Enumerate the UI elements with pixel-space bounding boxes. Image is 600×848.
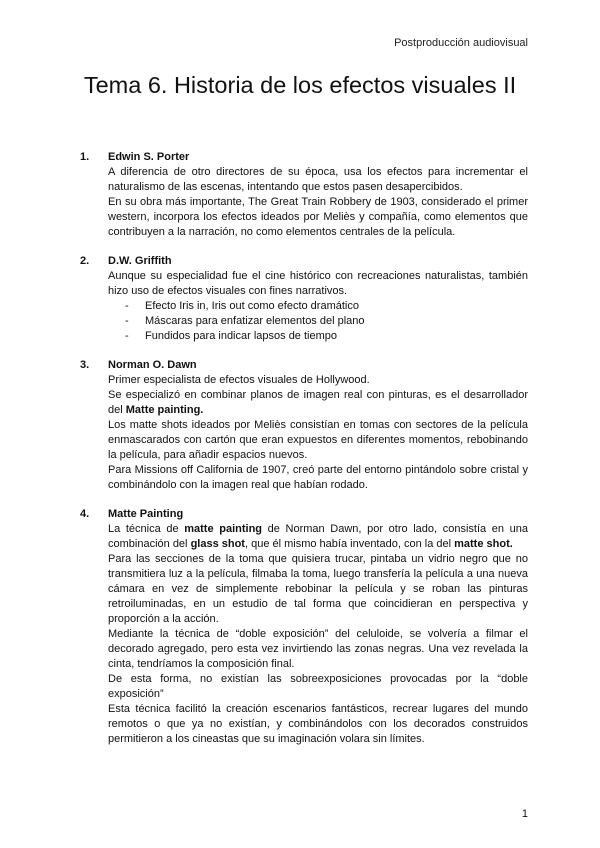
dash-bullet-icon: - <box>125 300 129 312</box>
paragraph: A diferencia de otro directores de su época, usa los efectos para incrementar el naturalismo de las escenas, intentando que estos pasen desapercibidos. <box>108 166 528 193</box>
section-title: Norman O. Dawn <box>108 359 197 371</box>
section-number: 3. <box>80 359 90 371</box>
paragraph: Los matte shots ideados por Meliès consistían en tomas con sectores de la película enmascarados con cartón que eran expuestos en diferentes momentos, rebobinando la película, para añadir espacios nuevos. <box>108 419 528 461</box>
paragraph-text: de Norman Dawn, por otro lado, consistía en una combinación del <box>108 523 529 550</box>
document-body <box>80 150 528 761</box>
page-title: Tema 6. Historia de los efectos visuales II <box>83 72 517 98</box>
paragraph <box>108 388 528 418</box>
bold-term: matte painting <box>184 523 263 535</box>
list-item-text: Máscaras para enfatizar elementos del plano <box>145 315 365 327</box>
section-matte-painting <box>80 507 528 747</box>
section-number: 4. <box>80 508 90 520</box>
paragraph <box>108 522 528 552</box>
section-heading <box>80 507 528 522</box>
section-heading <box>80 254 528 269</box>
dash-bullet-icon: - <box>125 315 129 327</box>
list-item <box>125 314 528 329</box>
paragraph: Para las secciones de la toma que quisiera trucar, pintaba un vidrio negro que no transmitiera luz a la película, filmaba la toma, luego transfería la película a una nueva cámara en vez de simplemente rebobinar la película y se roban las pinturas retroiluminadas, en un estudio de tal forma que coincidieran en perspectiva y proporción a la acción. <box>108 553 528 625</box>
section-heading <box>80 358 528 373</box>
section-norman-dawn <box>80 358 528 493</box>
section-title: Edwin S. Porter <box>108 151 190 163</box>
running-header: Postproducción audiovisual <box>394 37 528 49</box>
paragraph: Mediante la técnica de “doble exposición” del celuloide, se volvería a filmar el decorado agregado, pero esta vez invirtiendo las zonas negras. Una vez revelada la cinta, tendríamos la composición final. <box>108 628 528 670</box>
paragraph: De esta forma, no existían las sobreexposiciones provocadas por la “doble exposición” <box>108 673 528 700</box>
section-heading <box>80 150 528 165</box>
section-dw-griffith <box>80 254 528 344</box>
bold-term: matte shot. <box>454 538 513 550</box>
bold-term: Matte painting. <box>125 404 204 416</box>
list-item <box>125 329 528 344</box>
section-edwin-porter <box>80 150 528 240</box>
section-title: D.W. Griffith <box>108 255 172 267</box>
bullet-list <box>125 299 528 344</box>
list-item-text: Fundidos para indicar lapsos de tiempo <box>145 330 338 342</box>
list-item <box>125 299 528 314</box>
paragraph-text: Se especializó en combinar planos de imagen real con pinturas, es el desarrollador del <box>108 389 528 416</box>
paragraph: En su obra más importante, The Great Train Robbery de 1903, considerado el primer western, incorpora los efectos ideados por Meliès y compañía, como elementos que contribuyen a la narración, no como elementos centrales de la película. <box>108 196 528 238</box>
bold-term: glass shot <box>190 538 245 550</box>
paragraph-text: , que él mismo había inventado, con la del <box>244 538 455 550</box>
section-number: 1. <box>80 151 90 163</box>
section-number: 2. <box>80 255 90 267</box>
section-title: Matte Painting <box>108 508 184 520</box>
paragraph: Aunque su especialidad fue el cine histórico con recreaciones naturalistas, también hizo uso de efectos visuales con fines narrativos. <box>108 270 528 297</box>
page-number: 1 <box>521 808 528 820</box>
paragraph: Para Missions off California de 1907, creó parte del entorno pintándolo sobre cristal y combinándolo con la imagen real que habían rodado. <box>108 464 528 491</box>
paragraph: Esta técnica facilitó la creación escenarios fantásticos, recrear lugares del mundo remotos o que ya no existían, y combinándolos con los decorados construidos permitieron a los cineastas que su imaginación volara sin límites. <box>108 703 528 745</box>
list-item-text: Efecto Iris in, Iris out como efecto dramático <box>145 300 359 312</box>
paragraph: Primer especialista de efectos visuales de Hollywood. <box>108 374 370 386</box>
paragraph-text: La técnica de <box>108 523 185 535</box>
dash-bullet-icon: - <box>125 330 129 342</box>
